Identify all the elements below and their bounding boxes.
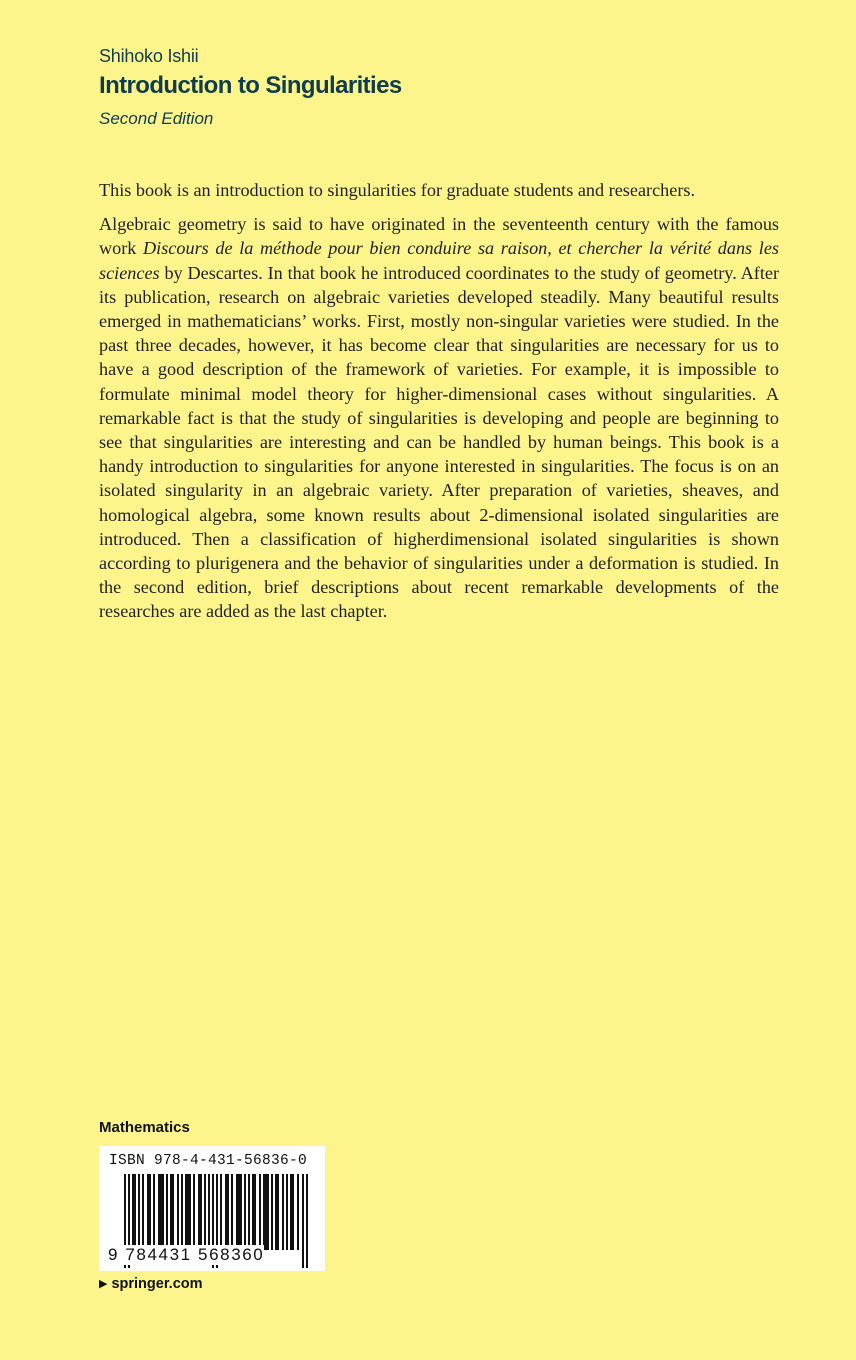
barcode-digits: 9 784431 568360 [108,1245,265,1264]
isbn-label: ISBN 978-4-431-56836-0 [109,1153,308,1169]
descartes-work-title: Discours de la méthode pour bien conduire sa raison, et chercher la vérité dans les sciences [99,238,779,283]
subject-category: Mathematics [99,1119,190,1136]
website-link[interactable] [99,1276,203,1292]
isbn-barcode [99,1146,325,1271]
book-title: Introduction to Singularities [99,72,402,99]
website-text: springer.com [111,1276,203,1292]
author-name: Shihoko Ishii [99,46,199,66]
edition-label: Second Edition [99,109,214,128]
play-arrow-icon: ▶ [99,1277,108,1290]
blurb-main-part1: Algebraic geometry is said to have originated in the seventeenth century with the famous work [99,214,779,259]
blurb-text [99,178,779,624]
blurb-main [99,212,779,623]
blurb-main-part2: by Descartes. In that book he introduced coordinates to the study of geometry. After its publication, research on algebraic varieties developed steadily. Many beautiful results emerged in mathematicians’ works. First, mostly non-singular varieties were studied. In the past three decades, however, it has become clear that singularities are necessary for us to have a good description of the framework of varieties. For example, it is impossible to formulate minimal model theory for higher-dimensional cases without singularities. A remarkable fact is that the study of singularities is developing and people are beginning to see that singularities are interesting and can be handled by human beings. This book is a handy introduction to singularities for anyone interested in singularities. The focus is on an isolated singularity in an algebraic variety. After preparation of varieties, sheaves, and homological algebra, some known results about 2-dimensional isolated singularities are introduced. Then a classification of higherdimensional isolated singularities is shown according to plurigenera and the behavior of singularities under a deformation is studied. In the second edition, brief descriptions about recent remarkable developments of the researches are added as the last chapter. [99,262,779,622]
blurb-intro: This book is an introduction to singularities for graduate students and researchers. [99,180,695,200]
